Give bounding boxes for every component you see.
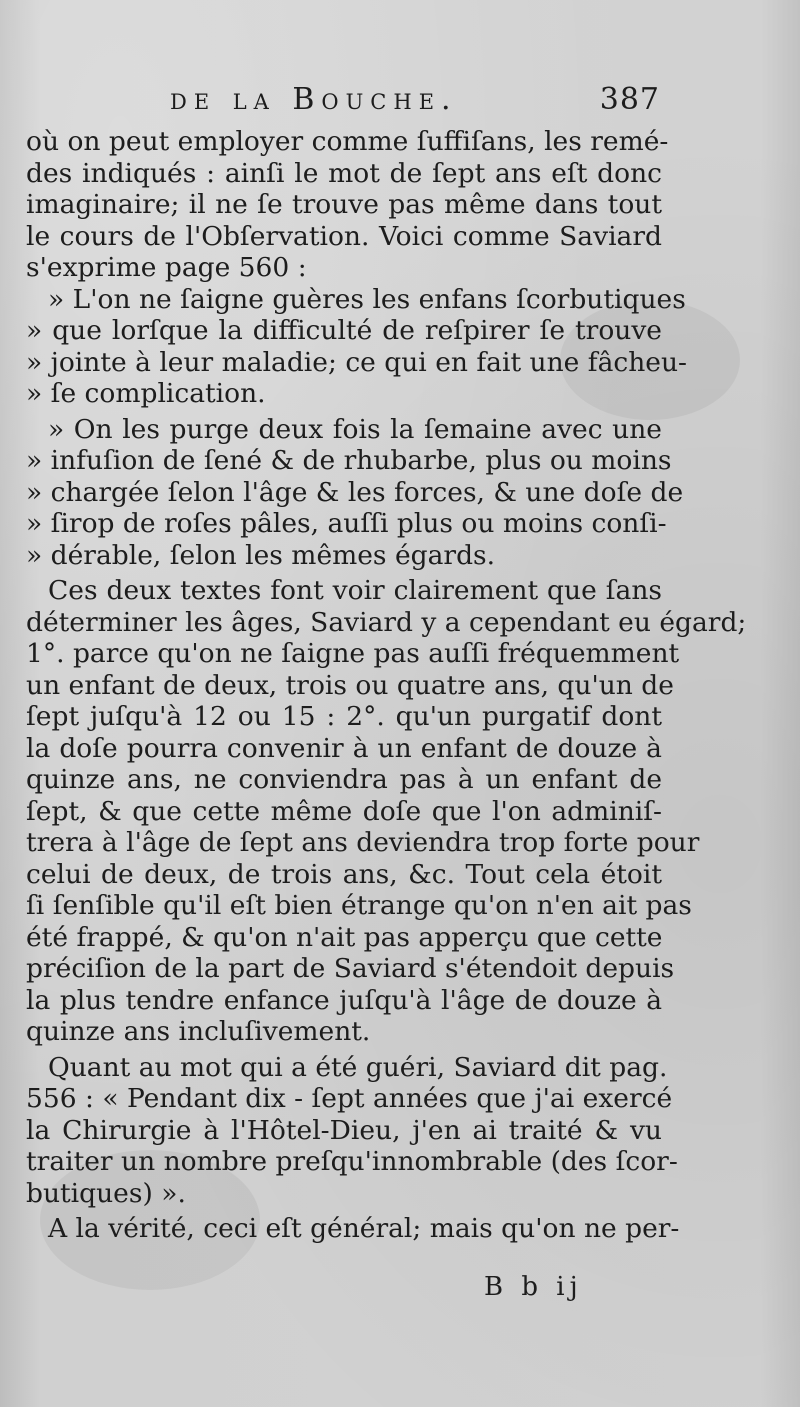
text-line: s'exprime page 560 : — [26, 252, 307, 283]
text-line: » ſe complication. — [26, 378, 266, 409]
text-line: ſept, & que cette même doſe que l'on adminiſ- — [26, 795, 662, 827]
text-line: » que lorſque la difficulté de reſpirer ſe trouve — [26, 315, 662, 346]
text-line: trera à l'âge de ſept ans deviendra trop forte pour — [26, 827, 700, 858]
text-line: » infuſion de ſené & de rhubarbe, plus ou moins — [26, 445, 672, 476]
text-line: » ſirop de roſes pâles, auſſi plus ou moins conſi- — [26, 508, 667, 539]
text-line: été frappé, & qu'on n'ait pas apperçu que cette — [26, 921, 663, 953]
text-line: quinze ans incluſivement. — [26, 1016, 371, 1047]
text-line: 556 : « Pendant dix - ſept années que j'ai exercé — [26, 1083, 673, 1114]
text-line: Ces deux textes font voir clairement que ſans — [48, 575, 662, 606]
text-line: ſi ſenſible qu'il eſt bien étrange qu'on n'en ait pas — [26, 890, 692, 921]
text-line: Quant au mot qui a été guéri, Saviard dit pag. — [48, 1051, 668, 1083]
signature-mark: B b ij — [484, 1272, 583, 1302]
text-line: traiter un nombre preſqu'innombrable (des ſcor- — [26, 1146, 678, 1177]
text-line: » jointe à leur maladie; ce qui en fait une fâcheu- — [26, 346, 687, 378]
text-line: 1°. parce qu'on ne ſaigne pas auſſi fréquemment — [26, 638, 680, 669]
text-line: » chargée ſelon l'âge & les forces, & une doſe de — [26, 476, 684, 508]
running-title: de la Bouche. — [170, 82, 458, 117]
text-line: déterminer les âges, Saviard y a cependant eu égard; — [26, 606, 747, 638]
text-line: A la vérité, ceci eſt général; mais qu'on ne per- — [48, 1213, 680, 1244]
text-line: » On les purge deux fois la ſemaine avec une — [48, 413, 662, 445]
page-number: 387 — [599, 82, 660, 117]
text-line: où on peut employer comme ſuffiſans, les remé- — [26, 126, 669, 157]
text-line: imaginaire; il ne ſe trouve pas même dans tout — [26, 189, 662, 220]
text-line: ſept juſqu'à 12 ou 15 : 2°. qu'un purgatif dont — [26, 701, 662, 732]
text-line: la Chirurgie à l'Hôtel-Dieu, j'en ai traité & vu — [26, 1114, 662, 1146]
text-line: quinze ans, ne conviendra pas à un enfant de — [26, 764, 662, 795]
text-line: celui de deux, de trois ans, &c. Tout cela étoit — [26, 858, 662, 890]
text-line: la plus tendre enfance juſqu'à l'âge de douze à — [26, 984, 662, 1016]
text-line: » dérable, ſelon les mêmes égards. — [26, 539, 496, 571]
text-line: un enfant de deux, trois ou quatre ans, qu'un de — [26, 669, 674, 701]
text-line: préciſion de la part de Saviard s'étendoit depuis — [26, 953, 675, 984]
text-line: la doſe pourra convenir à un enfant de douze à — [26, 732, 662, 764]
text-line: le cours de l'Obſervation. Voici comme Saviard — [26, 220, 662, 252]
running-header — [170, 82, 660, 122]
text-line: » L'on ne ſaigne guères les enfans ſcorbutiques — [48, 283, 686, 315]
text-line: des indiqués : ainſi le mot de ſept ans eſt donc — [26, 157, 662, 189]
body-text — [26, 126, 747, 1245]
text-line: butiques) ». — [26, 1177, 186, 1209]
